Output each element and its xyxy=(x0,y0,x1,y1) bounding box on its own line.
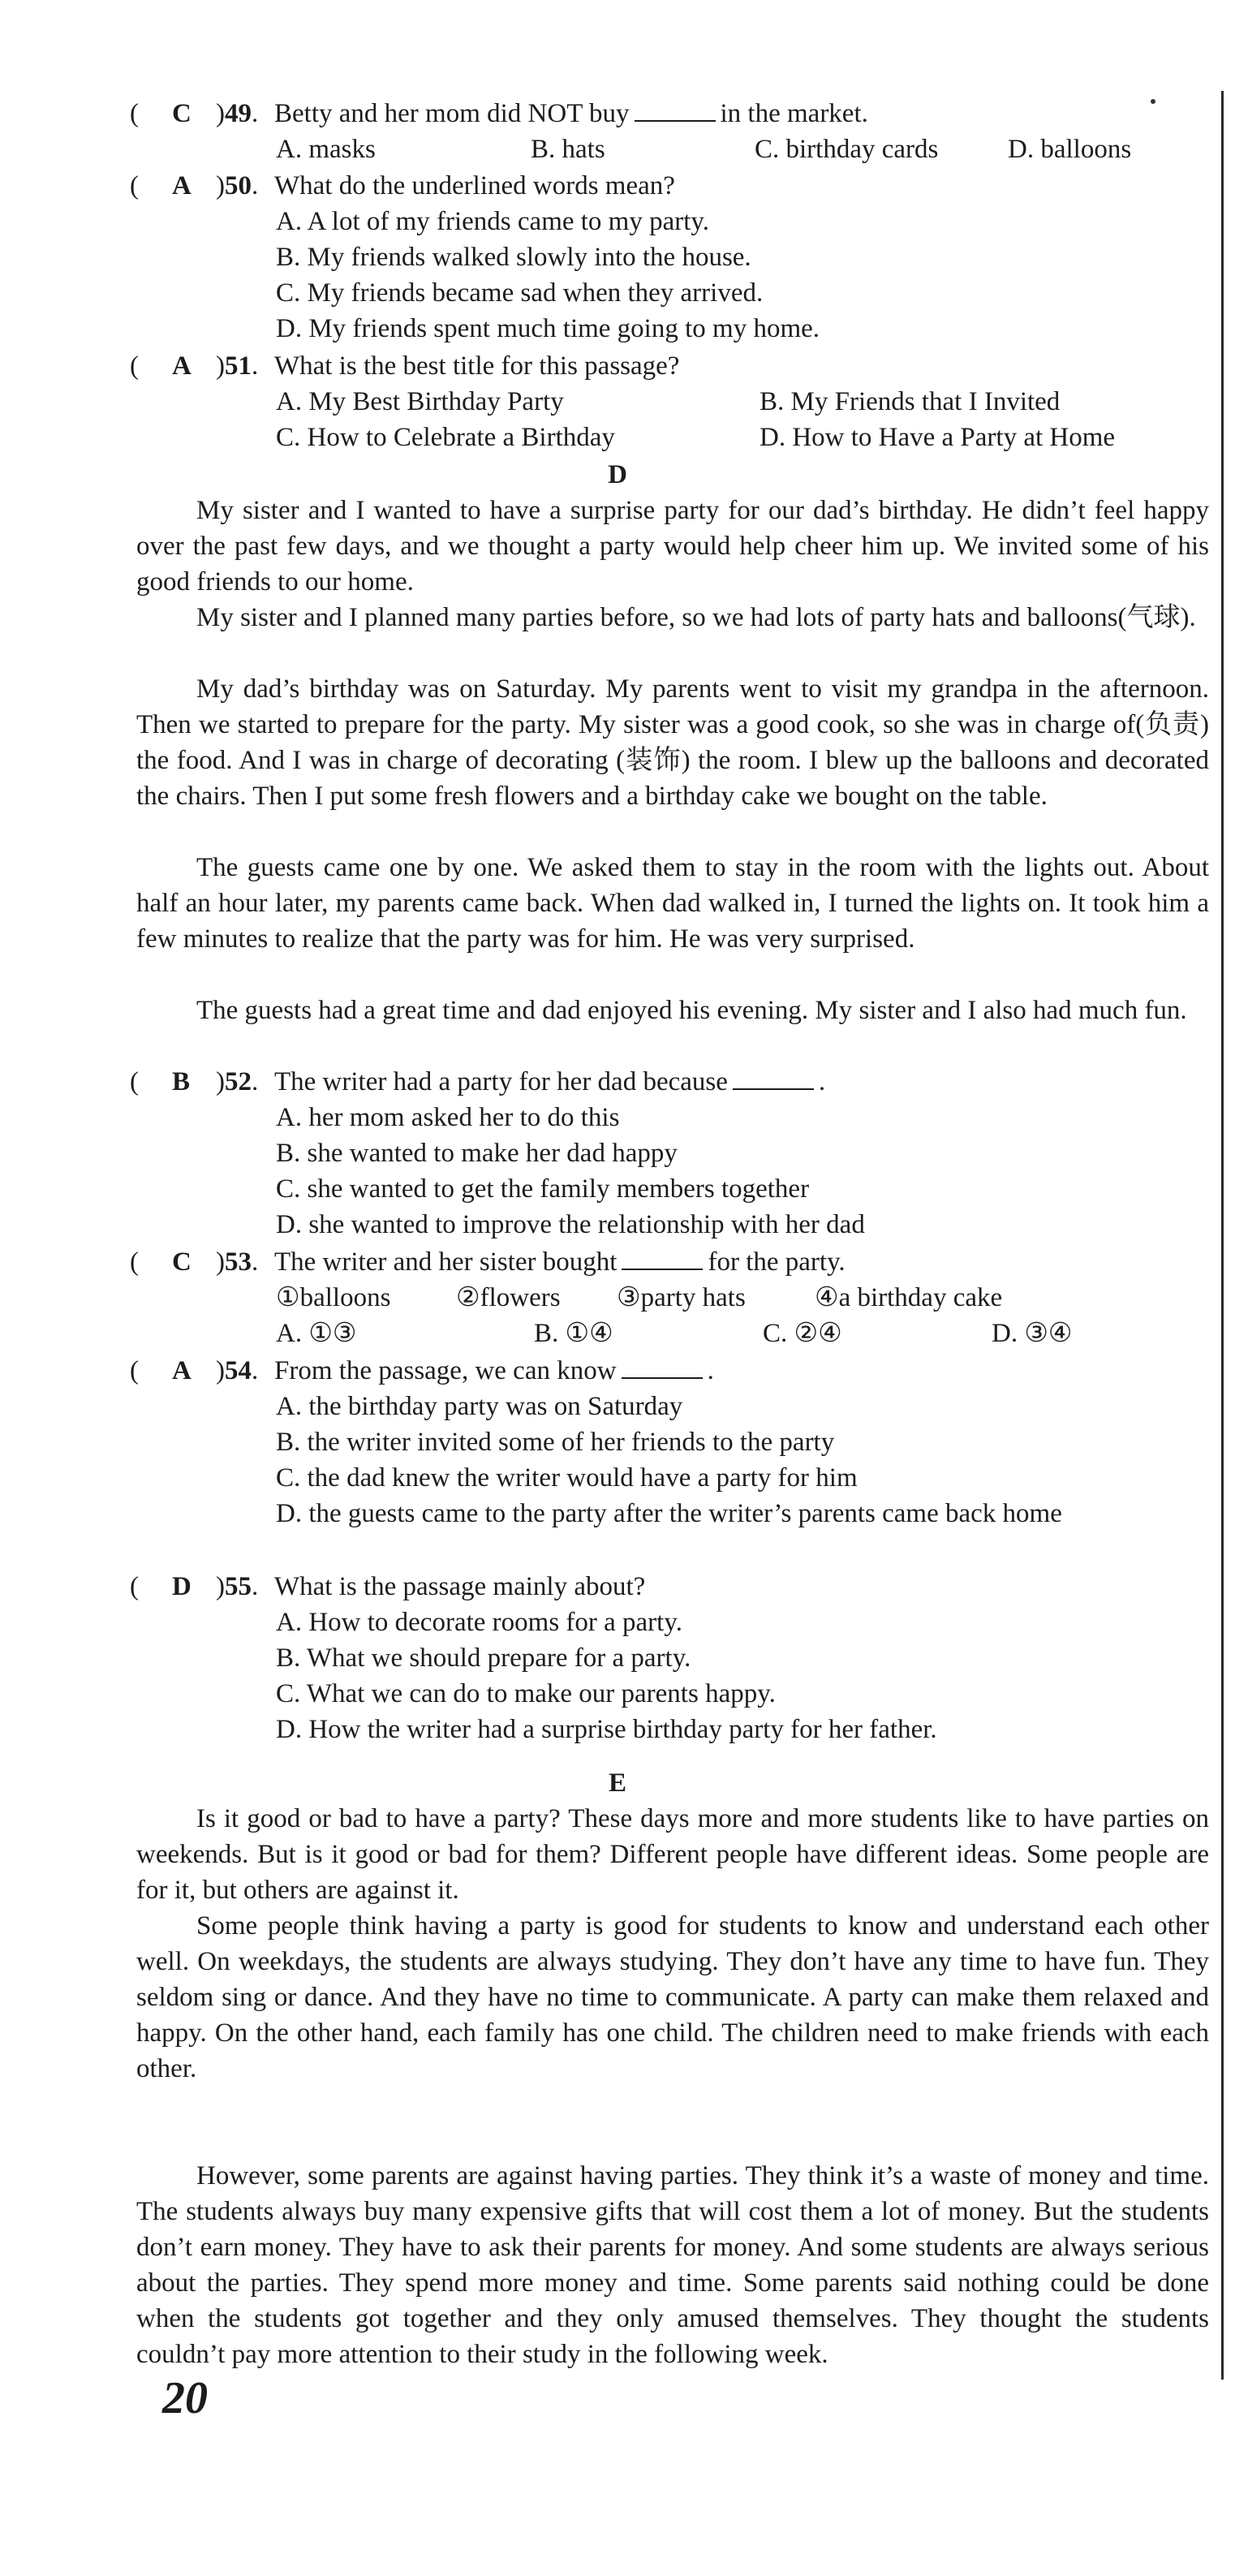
question-number: 49 xyxy=(225,99,252,128)
option-b: B. the writer invited some of her friends to the party xyxy=(276,1428,835,1457)
answer-letter: C xyxy=(172,99,191,128)
option-c: C. My friends became sad when they arrived. xyxy=(276,278,764,308)
option-c: C. What we can do to make our parents happy. xyxy=(276,1679,776,1708)
option-d: D. How the writer had a surprise birthday party for her father. xyxy=(276,1715,937,1744)
option-b: B. My Friends that I Invited xyxy=(760,387,1061,416)
question-number: 51 xyxy=(225,351,252,381)
option-b: B. My friends walked slowly into the house. xyxy=(276,243,751,272)
question-stem: What do the underlined words mean? xyxy=(274,171,675,200)
answer-blank xyxy=(622,1353,703,1379)
worksheet-page: ( C )49. Betty and her mom did NOT buy in the market. A. masks B. hats C. birthday cards D. balloons ( A )50. What do the underlined words mean? A. A lot of my friends came to my party. B. My friends walked slowly into the house. C. My friends became sad when they arrived. D. My friends spent much time going to my home. ( A )51. What is the best title for this passage? A. My Best Birthday Party B. My Friends that I Invited C. How to Celebrate a Birthday D. How to Have a Party at Home D My sister and I wanted to have a surprise party for our dad’s birthday. He didn’t feel happy over the past few days, and we thought a party would help cheer him up. We invited some of his good friends to our home. My sister and I planned many parties before, so we had lots of party hats and balloons(气球). My dad’s birthday was on Saturday. My parents went to visit my grandpa in the afternoon. Then we started to prepare for the party. My sister was a good cook, so she was in charge of(负责) the food. And I was in charge of decorating (装饰) the room. I blew up the balloons and decorated the chairs. Then I put some fresh flowers and a birthday cake we bought on the table. The guests came one by one. We asked them to stay in the room with the lights out. About half an hour later, my parents came back. When dad walked in, I turned the lights on. It took him a few minutes to realize that the party was for him. He was very surprised. The guests had a great time and dad enjoyed his evening. My sister and I also had much fun. ( B )52. The writer had a party for her dad because . A. her mom asked her to do this B. she wanted to make her dad happy C. she wanted to get the family members together D. she wanted to improve the relationship with her dad ( C )53. The writer and her sister bought for the party. ①balloons ②flowers ③party hats ④a birthday cake A. ①③ B. ①④ C. ②④ D. ③④ ( A )54. From the passage, we can know . A. the birthday party was on Saturday B. the writer invited some of her friends to the party C. the dad knew the writer would have a party for him D. the guests came to the party after the writer’s parents came back home ( D )55. What is the passage mainly about? A. How to decorate rooms for a party. B. What we should prepare for a party. C. What we can do to make our parents happy. D. How the writer had a surprise birthday party for her father. E Is it good or bad to have a party? These days more and more students like to have parties on weekends. But is it good or bad for them? Different people have different ideas. Some people are for it, but others are against it. Some people think having a party is good for students to know and understand each other well. On weekdays, the students are always studying. They don’t have any time to have fun. They seldom sing or dance. And they have no time to communicate. A party can make them relaxed and happy. On the other hand, each family has one child. The children need to make friends with each other. However, some parents are against having parties. They think it’s a waste of money and time. The students always buy many expensive gifts that will cost them a lot of money. But the students don’t earn money. They have to ask their parents for money. And some students are always serious about the parties. They spend more money and time. Some parents said nothing could be done when the students got together and they only amused themselves. They thought the students couldn’t pay more attention to their study in the following week. 20 xyxy=(0,0,1235,2576)
option-a: A. How to decorate rooms for a party. xyxy=(276,1608,682,1637)
option-a: A. her mom asked her to do this xyxy=(276,1103,620,1132)
question-number: 53 xyxy=(225,1247,252,1277)
option-d: D. ③④ xyxy=(992,1319,1073,1348)
question-number: 55 xyxy=(225,1572,252,1601)
passage-e-paragraph-1: Is it good or bad to have a party? These days more and more students like to have parties on weekends. But is it good or bad for them? Different people have different ideas. Some people are for it, but others are against it. xyxy=(136,1804,1209,1905)
passage-d-paragraph-2: My sister and I planned many parties before, so we had lots of party hats and balloons(气球). xyxy=(196,603,1196,632)
answer-blank xyxy=(635,96,716,122)
option-d: D. balloons xyxy=(1008,135,1132,164)
option-a: A. ①③ xyxy=(276,1319,357,1348)
option-c: C. the dad knew the writer would have a party for him xyxy=(276,1463,858,1493)
option-a: A. masks xyxy=(276,135,376,164)
option-a: A. My Best Birthday Party xyxy=(276,387,564,416)
option-d: D. My friends spent much time going to my home. xyxy=(276,314,820,343)
answer-letter: A xyxy=(172,171,191,200)
section-heading-e: E xyxy=(608,1768,626,1798)
option-a: A. the birthday party was on Saturday xyxy=(276,1392,683,1421)
answer-letter: B xyxy=(172,1067,191,1096)
answer-blank xyxy=(622,1244,703,1270)
answer-letter: A xyxy=(172,1356,191,1385)
question-number: 54 xyxy=(225,1356,252,1385)
option-c: C. ②④ xyxy=(763,1319,842,1348)
item-3: ③party hats xyxy=(617,1283,746,1312)
answer-letter: C xyxy=(172,1247,191,1277)
answer-letter: A xyxy=(172,351,191,381)
option-b: B. What we should prepare for a party. xyxy=(276,1643,691,1673)
question-stem: The writer had a party for her dad because . xyxy=(274,1064,825,1100)
option-b: B. ①④ xyxy=(534,1319,613,1348)
question-stem: What is the best title for this passage? xyxy=(274,351,680,381)
question-stem: The writer and her sister bought for the party. xyxy=(274,1244,846,1280)
option-c: C. birthday cards xyxy=(755,135,939,164)
right-margin-rule xyxy=(1221,91,1224,2380)
passage-d-paragraph-4: The guests came one by one. We asked them to stay in the room with the lights out. About half an hour later, my parents came back. When dad walked in, I turned the lights on. It took him a few minutes to realize that the party was for him. He was very surprised. xyxy=(136,853,1209,954)
option-d: D. the guests came to the party after the writer’s parents came back home xyxy=(276,1499,1062,1528)
item-2: ②flowers xyxy=(456,1283,561,1312)
option-b: B. she wanted to make her dad happy xyxy=(276,1139,678,1168)
option-c: C. she wanted to get the family members together xyxy=(276,1174,810,1204)
question-stem: From the passage, we can know . xyxy=(274,1353,714,1389)
question-number: 52 xyxy=(225,1067,252,1096)
scan-speck xyxy=(1151,99,1155,104)
answer-blank xyxy=(733,1064,814,1090)
passage-e-paragraph-2: Some people think having a party is good for students to know and understand each other well. On weekdays, the students are always studying. They don’t have any time to have fun. They seldom sing or dance. And they have no time to communicate. A party can make them relaxed and happy. On the other hand, each family has one child. The children need to make friends with each other. xyxy=(136,1911,1209,2083)
option-d: D. How to Have a Party at Home xyxy=(760,423,1116,452)
item-1: ①balloons xyxy=(276,1283,391,1312)
question-stem: What is the passage mainly about? xyxy=(274,1572,646,1601)
passage-e-paragraph-3: However, some parents are against having parties. They think it’s a waste of money and time. The students always buy many expensive gifts that will cost them a lot of money. But the students don’t earn money. They have to ask their parents for money. And some students are always serious about the parties. They spend more money and time. Some parents said nothing could be done when the students got together and they only amused themselves. They thought the students couldn’t pay more attention to their study in the following week. xyxy=(136,2161,1209,2369)
question-stem: Betty and her mom did NOT buy in the market. xyxy=(274,96,868,131)
answer-bracket: ( xyxy=(130,99,139,128)
option-a: A. A lot of my friends came to my party. xyxy=(276,207,710,236)
option-c: C. How to Celebrate a Birthday xyxy=(276,423,615,452)
passage-d-paragraph-1: My sister and I wanted to have a surprise party for our dad’s birthday. He didn’t feel happy over the past few days, and we thought a party would help cheer him up. We invited some of his good friends to our home. xyxy=(136,496,1209,597)
option-b: B. hats xyxy=(531,135,605,164)
item-4: ④a birthday cake xyxy=(815,1283,1003,1312)
option-d: D. she wanted to improve the relationship with her dad xyxy=(276,1210,865,1239)
section-heading-d: D xyxy=(608,460,627,489)
page-number: 20 xyxy=(162,2373,208,2423)
passage-d-paragraph-3: My dad’s birthday was on Saturday. My parents went to visit my grandpa in the afternoon. Then we started to prepare for the party. My sister was a good cook, so she was in charge of(负责) the food. And I was in charge of decorating (装饰) the room. I blew up the balloons and decorated the chairs. Then I put some fresh flowers and a birthday cake we bought on the table. xyxy=(136,674,1209,811)
answer-letter: D xyxy=(172,1572,191,1601)
question-number: 50 xyxy=(225,171,252,200)
passage-d-paragraph-5: The guests had a great time and dad enjoyed his evening. My sister and I also had much fun. xyxy=(196,996,1187,1025)
